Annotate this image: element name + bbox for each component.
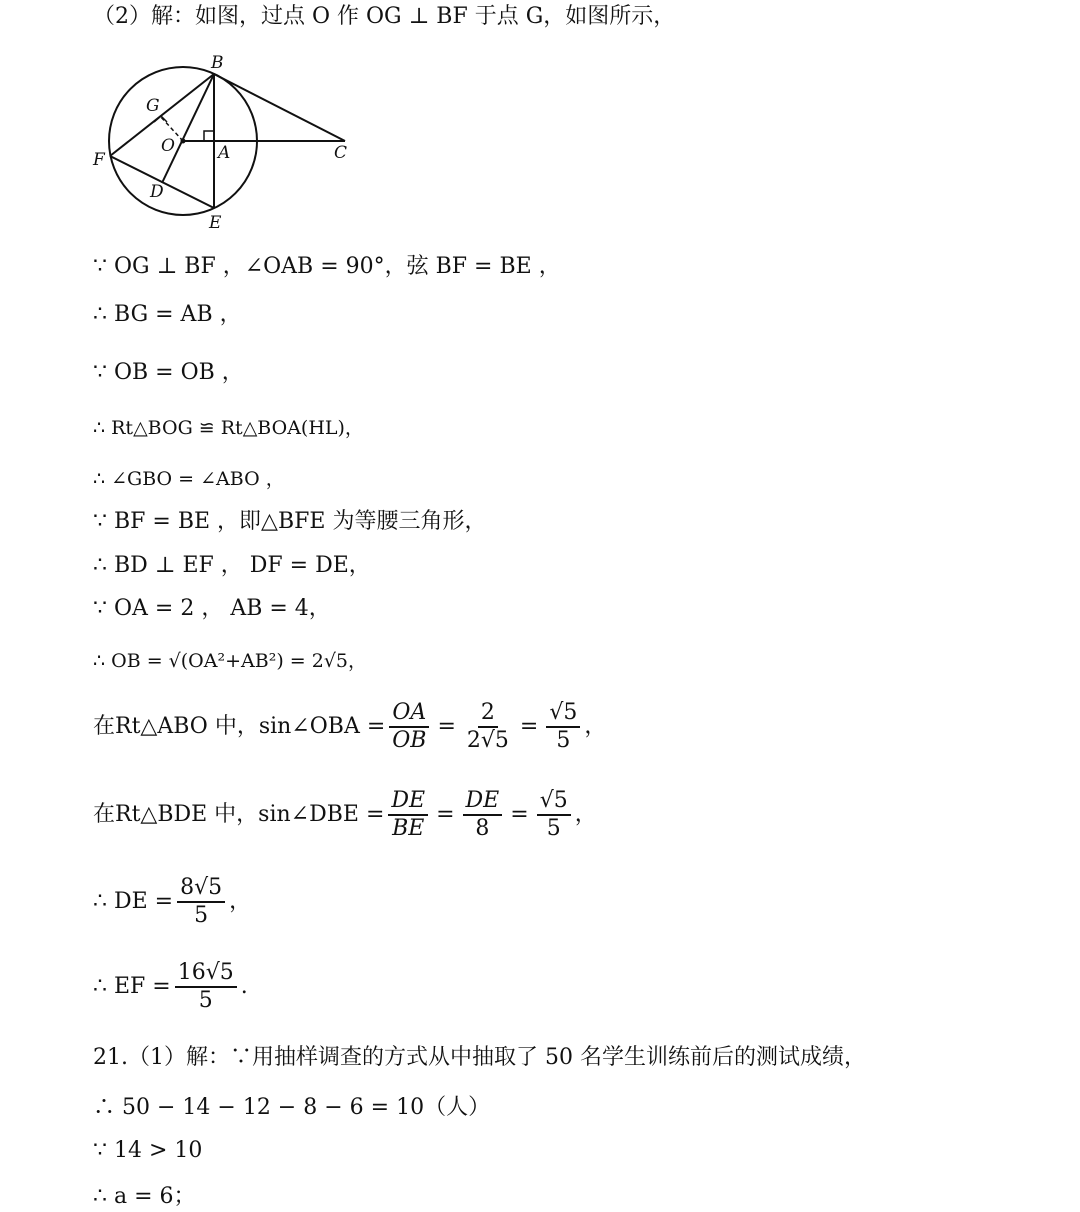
step-line-10: ∴ 50 − 14 − 12 − 8 − 6 = 10（人） (93, 1095, 491, 1120)
fraction-8sqrt5-5 (177, 875, 225, 929)
label-c: C (334, 143, 348, 163)
frac-num: DE (388, 788, 428, 816)
frac-den: 5 (198, 988, 213, 1013)
label-g: G (146, 96, 160, 116)
fraction-oa-ob (389, 700, 429, 754)
step-line-6: ∵ BF = BE ，即△BFE 为等腰三角形， (93, 509, 487, 534)
frac-den: 2√5 (466, 728, 509, 753)
center-point-o (181, 139, 186, 144)
sin-oba-line: 在Rt△ABO 中，sin∠OBA = $\frac{OA}{OB}$ = $\frac{2}{2√5}$ = $\frac{√5}{5}$ ， (93, 700, 607, 753)
sin-oba-prefix: 在Rt△ABO 中，sin∠OBA = (93, 714, 386, 739)
sin-dbe-suffix: ， (574, 802, 597, 827)
step-line-2: ∴ BG = AB ， (93, 302, 242, 327)
frac-num: 8√5 (177, 875, 225, 903)
label-o: O (161, 136, 175, 156)
step-line-12: ∴ a = 6； (93, 1184, 196, 1209)
frac-num: √5 (546, 700, 580, 728)
sin-oba-suffix: ， (584, 714, 607, 739)
ef-prefix: ∴ EF = (93, 974, 171, 999)
frac-den: BE (392, 816, 425, 841)
label-e: E (209, 213, 222, 233)
ef-result-line (93, 960, 248, 1014)
fraction-2-2sqrt5 (464, 700, 512, 754)
frac-den: 5 (556, 728, 571, 753)
step-line-3: ∵ OB = OB ， (93, 360, 244, 385)
frac-num: DE (463, 788, 503, 816)
de-prefix: ∴ DE = (93, 889, 174, 914)
de-result-line (93, 875, 251, 929)
label-a: A (218, 143, 231, 163)
right-angle-a (204, 131, 214, 141)
step-line-8: ∵ OA = 2 ， AB = 4， (93, 596, 331, 621)
ef-suffix: . (240, 974, 248, 999)
frac-num: 2 (478, 700, 498, 728)
step-line-5: ∴ ∠GBO = ∠ABO ， (93, 468, 285, 490)
label-d: D (150, 182, 164, 202)
label-b: B (211, 53, 224, 73)
fraction-sqrt5-5 (537, 788, 571, 842)
intro-line: （2）解：如图，过点 O 作 OG ⊥ BF 于点 G，如图所示， (93, 4, 676, 29)
segment-bc (214, 74, 345, 141)
geometry-diagram (88, 48, 368, 238)
step-line-7: ∴ BD ⊥ EF ， DF = DE， (93, 553, 371, 578)
step-line-9: ∴ OB = √(OA²+AB²) = 2√5， (93, 650, 368, 672)
fraction-sqrt5-5 (546, 700, 580, 754)
fraction-de-8 (463, 788, 503, 842)
frac-den: 5 (194, 903, 209, 928)
segment-bd (162, 74, 214, 183)
frac-den: OB (392, 728, 427, 753)
sin-dbe-prefix: 在Rt△BDE 中，sin∠DBE = (93, 802, 385, 827)
step-line-11: ∵ 14 > 10 (93, 1138, 203, 1163)
frac-num: 16√5 (175, 960, 237, 988)
frac-num: √5 (537, 788, 571, 816)
step-line-1: ∵ OG ⊥ BF ，∠OAB = 90°，弦 BF = BE ， (93, 254, 561, 279)
sin-dbe-line: 在Rt△BDE 中，sin∠DBE = $\frac{DE}{BE}$ = $\frac{DE}{8}$ = $\frac{√5}{5}$ ， (93, 788, 597, 841)
label-f: F (93, 150, 105, 170)
step-line-4: ∴ Rt△BOG ≌ Rt△BOA(HL)， (93, 417, 364, 439)
question-21-line: 21.（1）解：∵用抽样调查的方式从中抽取了 50 名学生训练前后的测试成绩， (93, 1045, 866, 1070)
frac-den: 8 (475, 816, 490, 841)
de-suffix: ， (229, 889, 252, 914)
frac-den: 5 (546, 816, 561, 841)
frac-num: OA (389, 700, 429, 728)
fraction-16sqrt5-5 (175, 960, 237, 1014)
fraction-de-be (388, 788, 428, 842)
